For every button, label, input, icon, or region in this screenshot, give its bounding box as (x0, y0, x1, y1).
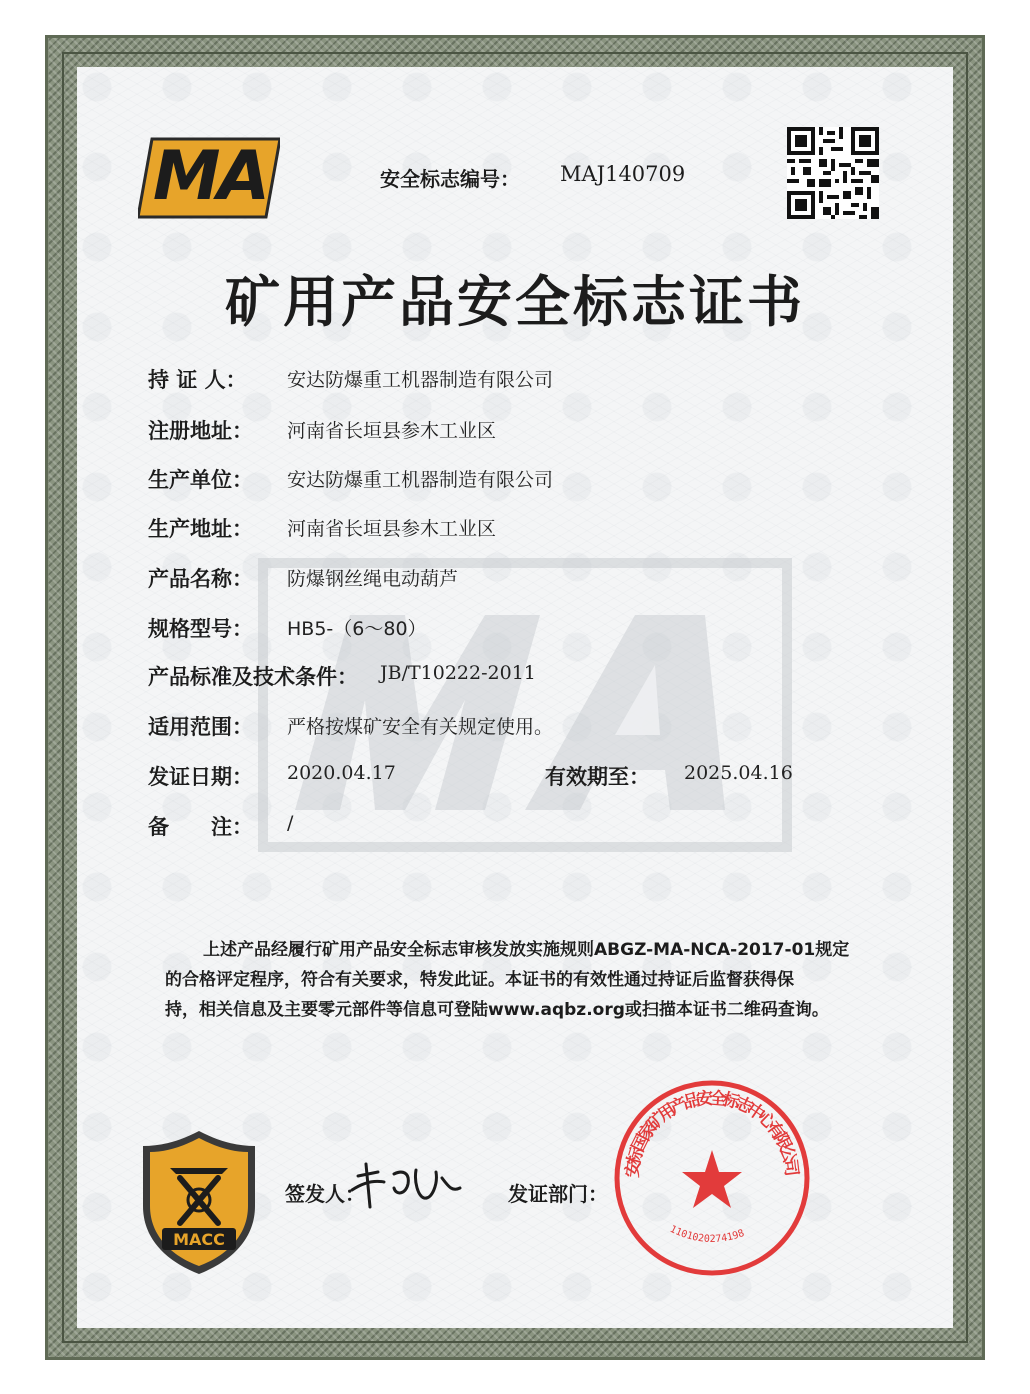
reg-address-label: 注册地址： (148, 419, 253, 443)
prod-address-value: 河南省长垣县参木工业区 (287, 518, 497, 540)
product-name-value: 防爆钢丝绳电动葫芦 (287, 568, 459, 590)
valid-until-label: 有效期至： (545, 765, 650, 789)
remarks-label: 备 注： (148, 815, 253, 839)
holder-label: 持 证 人： (148, 368, 247, 392)
seal-star-icon (682, 1150, 742, 1208)
scope-label: 适用范围： (148, 715, 253, 739)
scope-value: 严格按煤矿安全有关规定使用。 (287, 716, 554, 738)
model-value: HB5-（6～80） (287, 618, 427, 640)
seal-ring-text: 安标国家矿用产品安全标志中心有限公司 (622, 1088, 802, 1179)
standard-label: 产品标准及技术条件： (148, 665, 358, 689)
valid-until-value: 2025.04.16 (684, 762, 793, 784)
certification-statement (165, 935, 885, 1025)
issue-date-label: 发证日期： (148, 765, 253, 789)
model-label: 规格型号： (148, 617, 253, 641)
remarks-value: / (287, 812, 294, 834)
statement-line-1: 上述产品经履行矿用产品安全标志审核发放实施规则ABGZ-MA-NCA-2017-01规定 (203, 940, 850, 960)
prod-address-label: 生产地址： (148, 517, 253, 541)
producer-value: 安达防爆重工机器制造有限公司 (287, 469, 554, 491)
qr-code-icon[interactable] (787, 127, 879, 219)
ma-logo-text: MA (152, 137, 268, 216)
ma-watermark (255, 555, 795, 855)
handwritten-signature (344, 1152, 464, 1212)
mark-number-value: MAJ140709 (560, 162, 686, 186)
reg-address-value: 河南省长垣县参木工业区 (287, 420, 497, 442)
mark-number-label: 安全标志编号： (380, 167, 520, 191)
seal-number: 1101020274198 (668, 1223, 746, 1246)
macc-shield-icon (140, 1128, 258, 1276)
statement-line-3: 持，相关信息及主要零元部件等信息可登陆www.aqbz.org或扫描本证书二维码查询。 (165, 1000, 829, 1020)
standard-value: JB/T10222-2011 (380, 662, 536, 684)
official-seal (612, 1078, 812, 1278)
producer-label: 生产单位： (148, 468, 253, 492)
product-name-label: 产品名称： (148, 567, 253, 591)
badge-text: MACC (173, 1230, 225, 1249)
issue-date-value: 2020.04.17 (287, 762, 396, 784)
holder-value: 安达防爆重工机器制造有限公司 (287, 369, 554, 391)
certificate-title: 矿用产品安全标志证书 (224, 270, 805, 334)
issuer-label: 签发人： (285, 1182, 365, 1206)
statement-line-2: 的合格评定程序，符合有关要求，特发此证。本证书的有效性通过持证后监督获得保 (165, 970, 794, 990)
issuing-department-label: 发证部门： (508, 1182, 608, 1206)
